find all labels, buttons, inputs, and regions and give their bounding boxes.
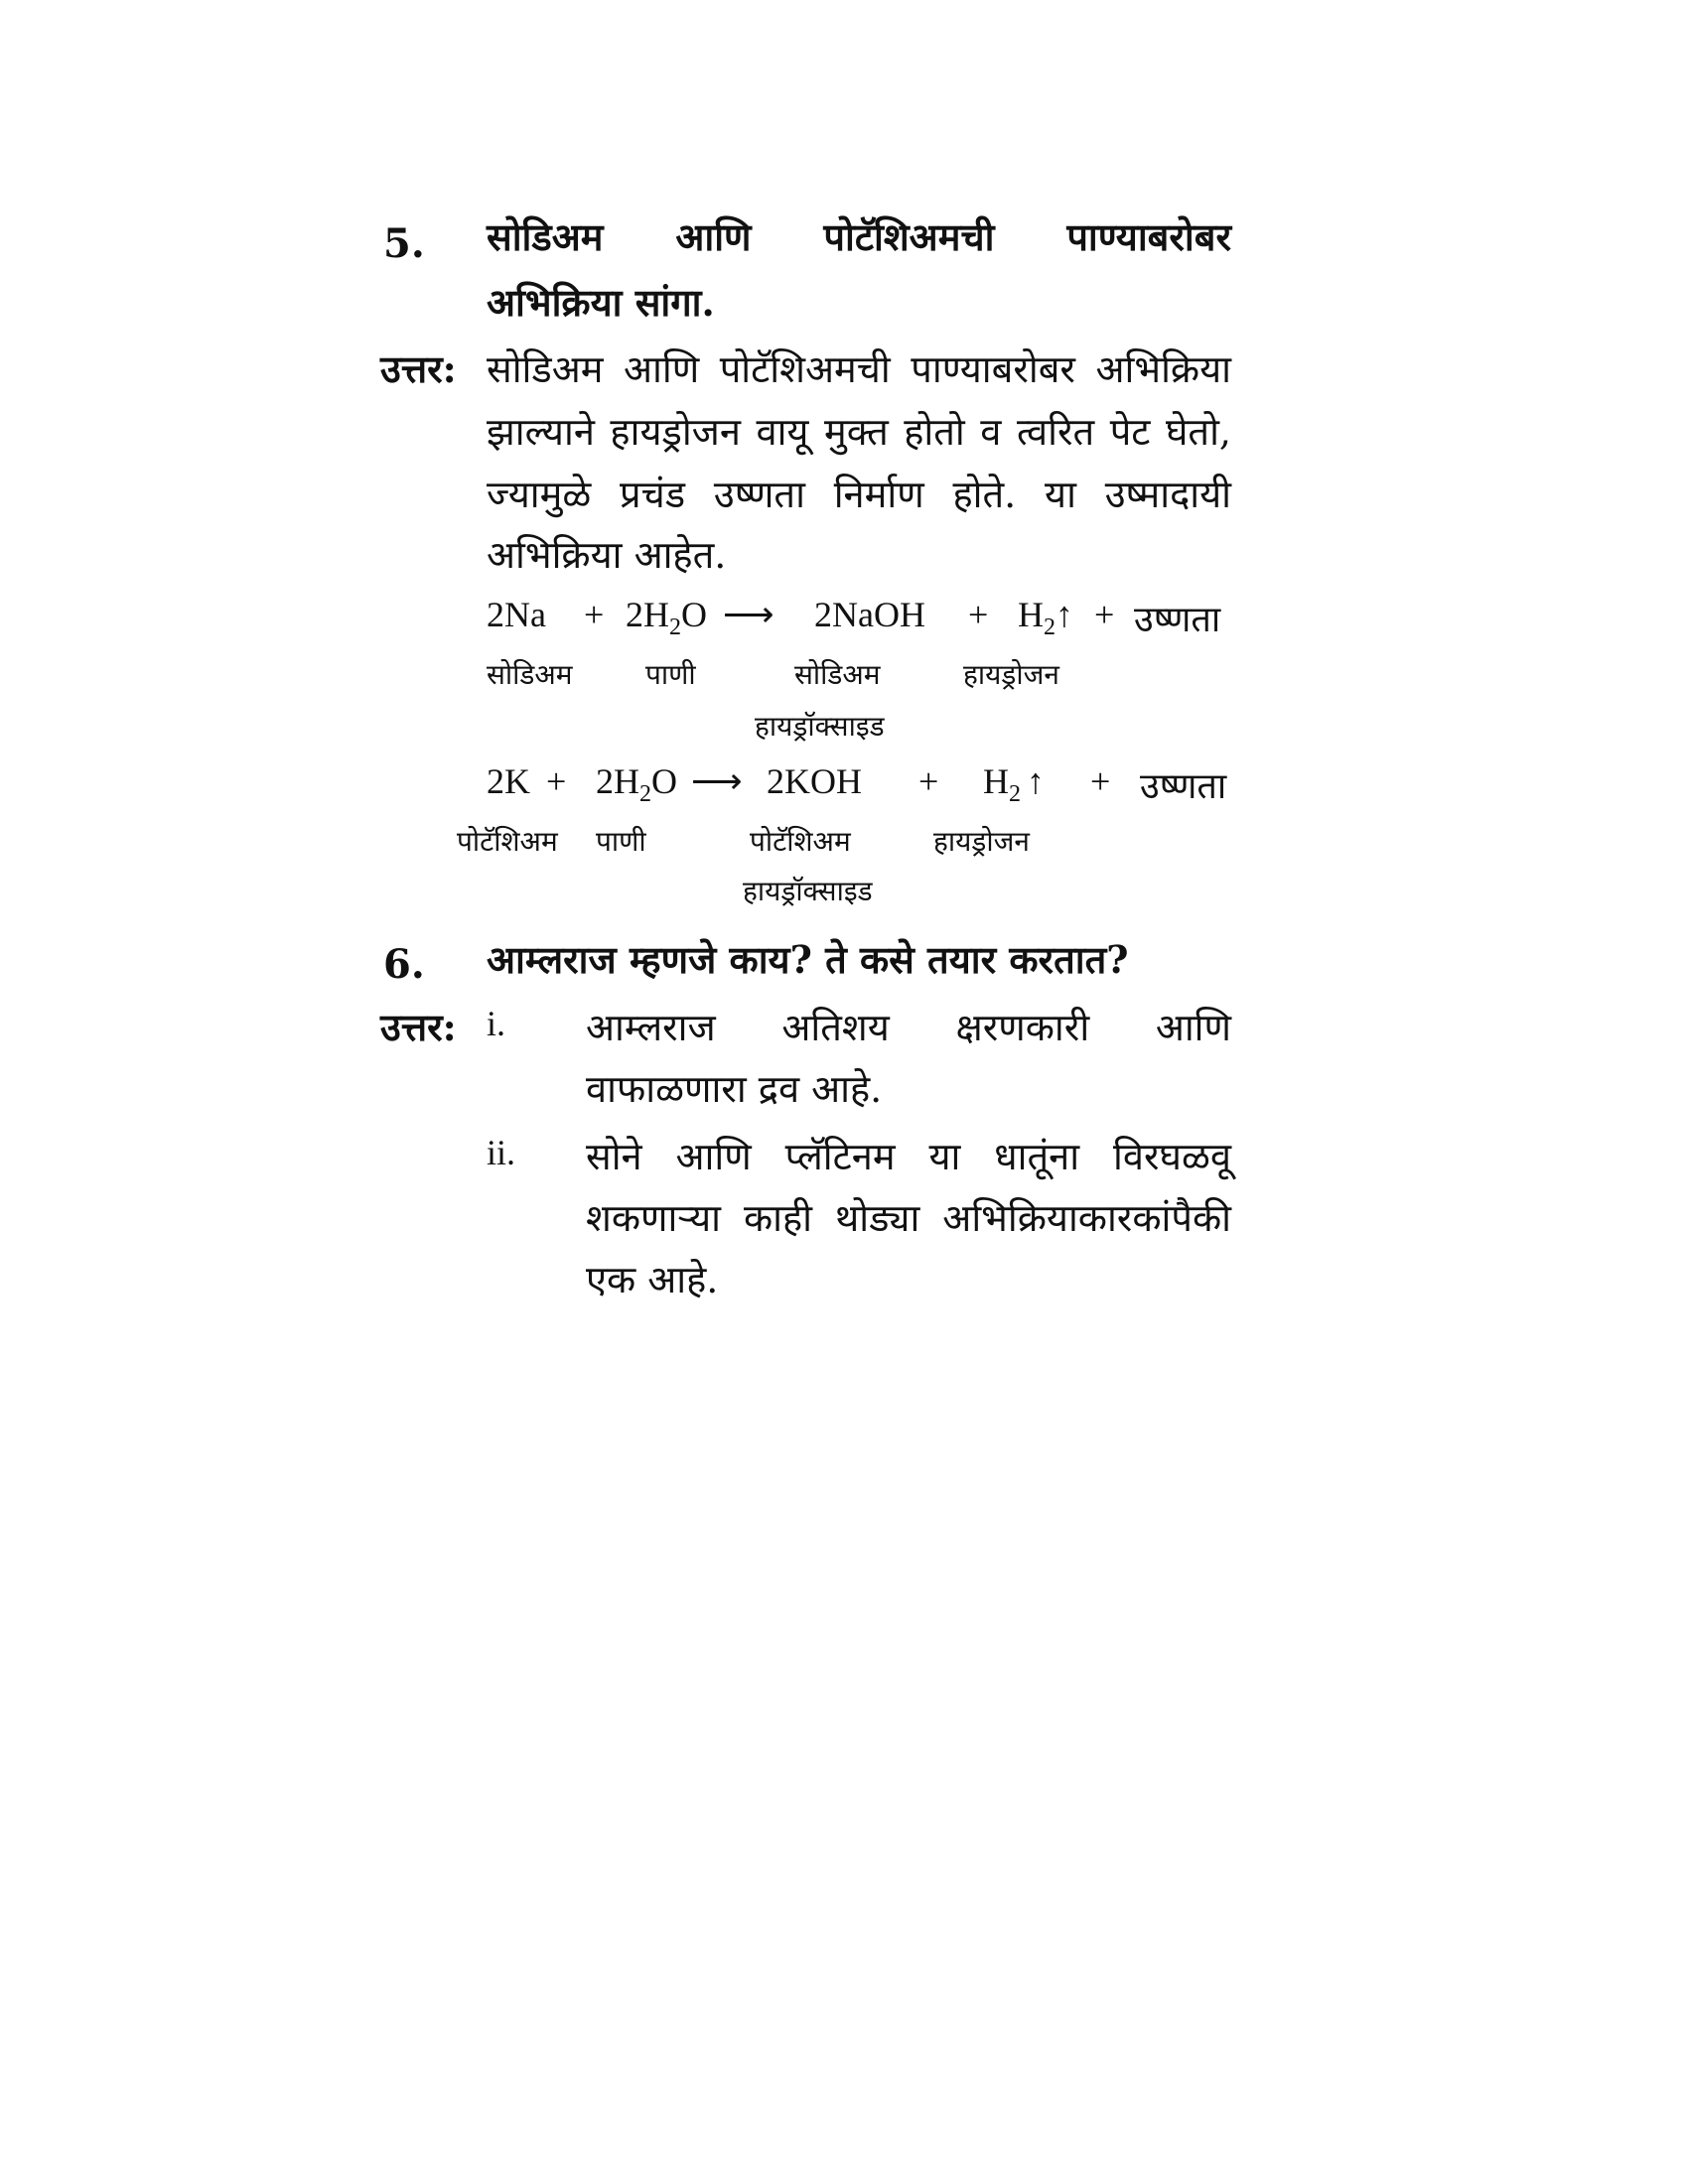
answer-6-item-1-line-1: आम्लराज अतिशय क्षरणकारी आणि — [586, 1006, 1231, 1049]
eq1-product-2: $H_2↑$ — [1018, 595, 1073, 641]
eq1-arrow: ⟶ — [723, 595, 774, 634]
eq2-product-2: $H_2$ ↑ — [983, 761, 1045, 808]
eq1-plus-3: + — [1094, 595, 1115, 634]
eq1-reactant-2: $2H_2O$ — [626, 595, 707, 641]
eq1-label-hydrogen: हायड्रोजन — [963, 658, 1059, 691]
answer-5-line-1: सोडिअम आणि पोटॅशिअमची पाण्याबरोबर अभिक्रिया — [487, 347, 1231, 391]
eq2-heat: उष्णता — [1140, 766, 1227, 807]
eq2-reactant-2: $2H_2O$ — [596, 761, 677, 808]
eq1-heat: उष्णता — [1134, 600, 1221, 640]
answer-6-item-2-line-3: एक आहे. — [586, 1258, 719, 1301]
answer-6-item-1-line-2: वाफाळणारा द्रव आहे. — [586, 1067, 883, 1111]
eq1-label-sodium-hydroxide-2: हायड्रॉक्साइड — [755, 710, 885, 743]
eq1-label-sodium: सोडिअम — [487, 658, 573, 691]
eq2-plus-2: + — [918, 761, 939, 801]
answer-5-line-3: ज्यामुळे प्रचंड उष्णता निर्माण होते. या उष्मादायी — [487, 473, 1231, 516]
question-6-text: आम्लराज म्हणजे काय? ते कसे तयार करतात? — [487, 937, 1129, 982]
eq2-product-1: 2KOH — [767, 761, 862, 801]
up-arrow-icon: ↑ — [1055, 595, 1073, 634]
eq2-label-potassium-hydroxide-2: हायड्रॉक्साइड — [743, 875, 873, 907]
eq2-arrow: ⟶ — [691, 761, 743, 801]
answer-6-item-1-marker: i. — [487, 1004, 506, 1043]
answer-5-line-4: अभिक्रिया आहेत. — [487, 533, 727, 577]
eq1-product-1: 2NaOH — [814, 595, 925, 634]
eq2-label-potassium-hydroxide-1: पोटॅशिअम — [750, 825, 851, 858]
eq2-reactant-1: 2K — [487, 761, 530, 801]
eq2-label-potassium: पोटॅशिअम — [457, 825, 558, 858]
eq1-plus-1: + — [584, 595, 605, 634]
answer-6-item-2-line-1: सोने आणि प्लॅटिनम या धातूंना विरघळवू — [586, 1135, 1231, 1178]
question-5-line-1: सोडिअम आणि पोटॅशिअमची पाण्याबरोबर — [487, 214, 1231, 259]
eq2-plus-3: + — [1090, 761, 1111, 801]
answer-5-label: उत्तर: — [380, 346, 457, 391]
answer-6-item-2-marker: ii. — [487, 1133, 516, 1172]
question-5-number: 5. — [383, 220, 425, 267]
answer-6-item-2-line-2: शकणाऱ्या काही थोड्या अभिक्रियाकारकांपैकी — [586, 1196, 1231, 1240]
question-6-number: 6. — [383, 941, 425, 988]
eq1-plus-2: + — [968, 595, 989, 634]
eq1-label-water: पाणी — [645, 658, 696, 691]
up-arrow-icon: ↑ — [1027, 761, 1045, 801]
answer-5-line-2: झाल्याने हायड्रोजन वायू मुक्त होतो व त्वरित पेट घेतो, — [487, 410, 1231, 454]
question-5-line-2: अभिक्रिया सांगा. — [487, 280, 715, 325]
eq2-plus-1: + — [546, 761, 567, 801]
answer-6-label: उत्तर: — [380, 1005, 457, 1049]
eq1-label-sodium-hydroxide-1: सोडिअम — [794, 658, 881, 691]
eq2-label-hydrogen: हायड्रोजन — [933, 825, 1030, 858]
eq1-reactant-1: 2Na — [487, 595, 546, 634]
eq2-label-water: पाणी — [596, 825, 646, 858]
